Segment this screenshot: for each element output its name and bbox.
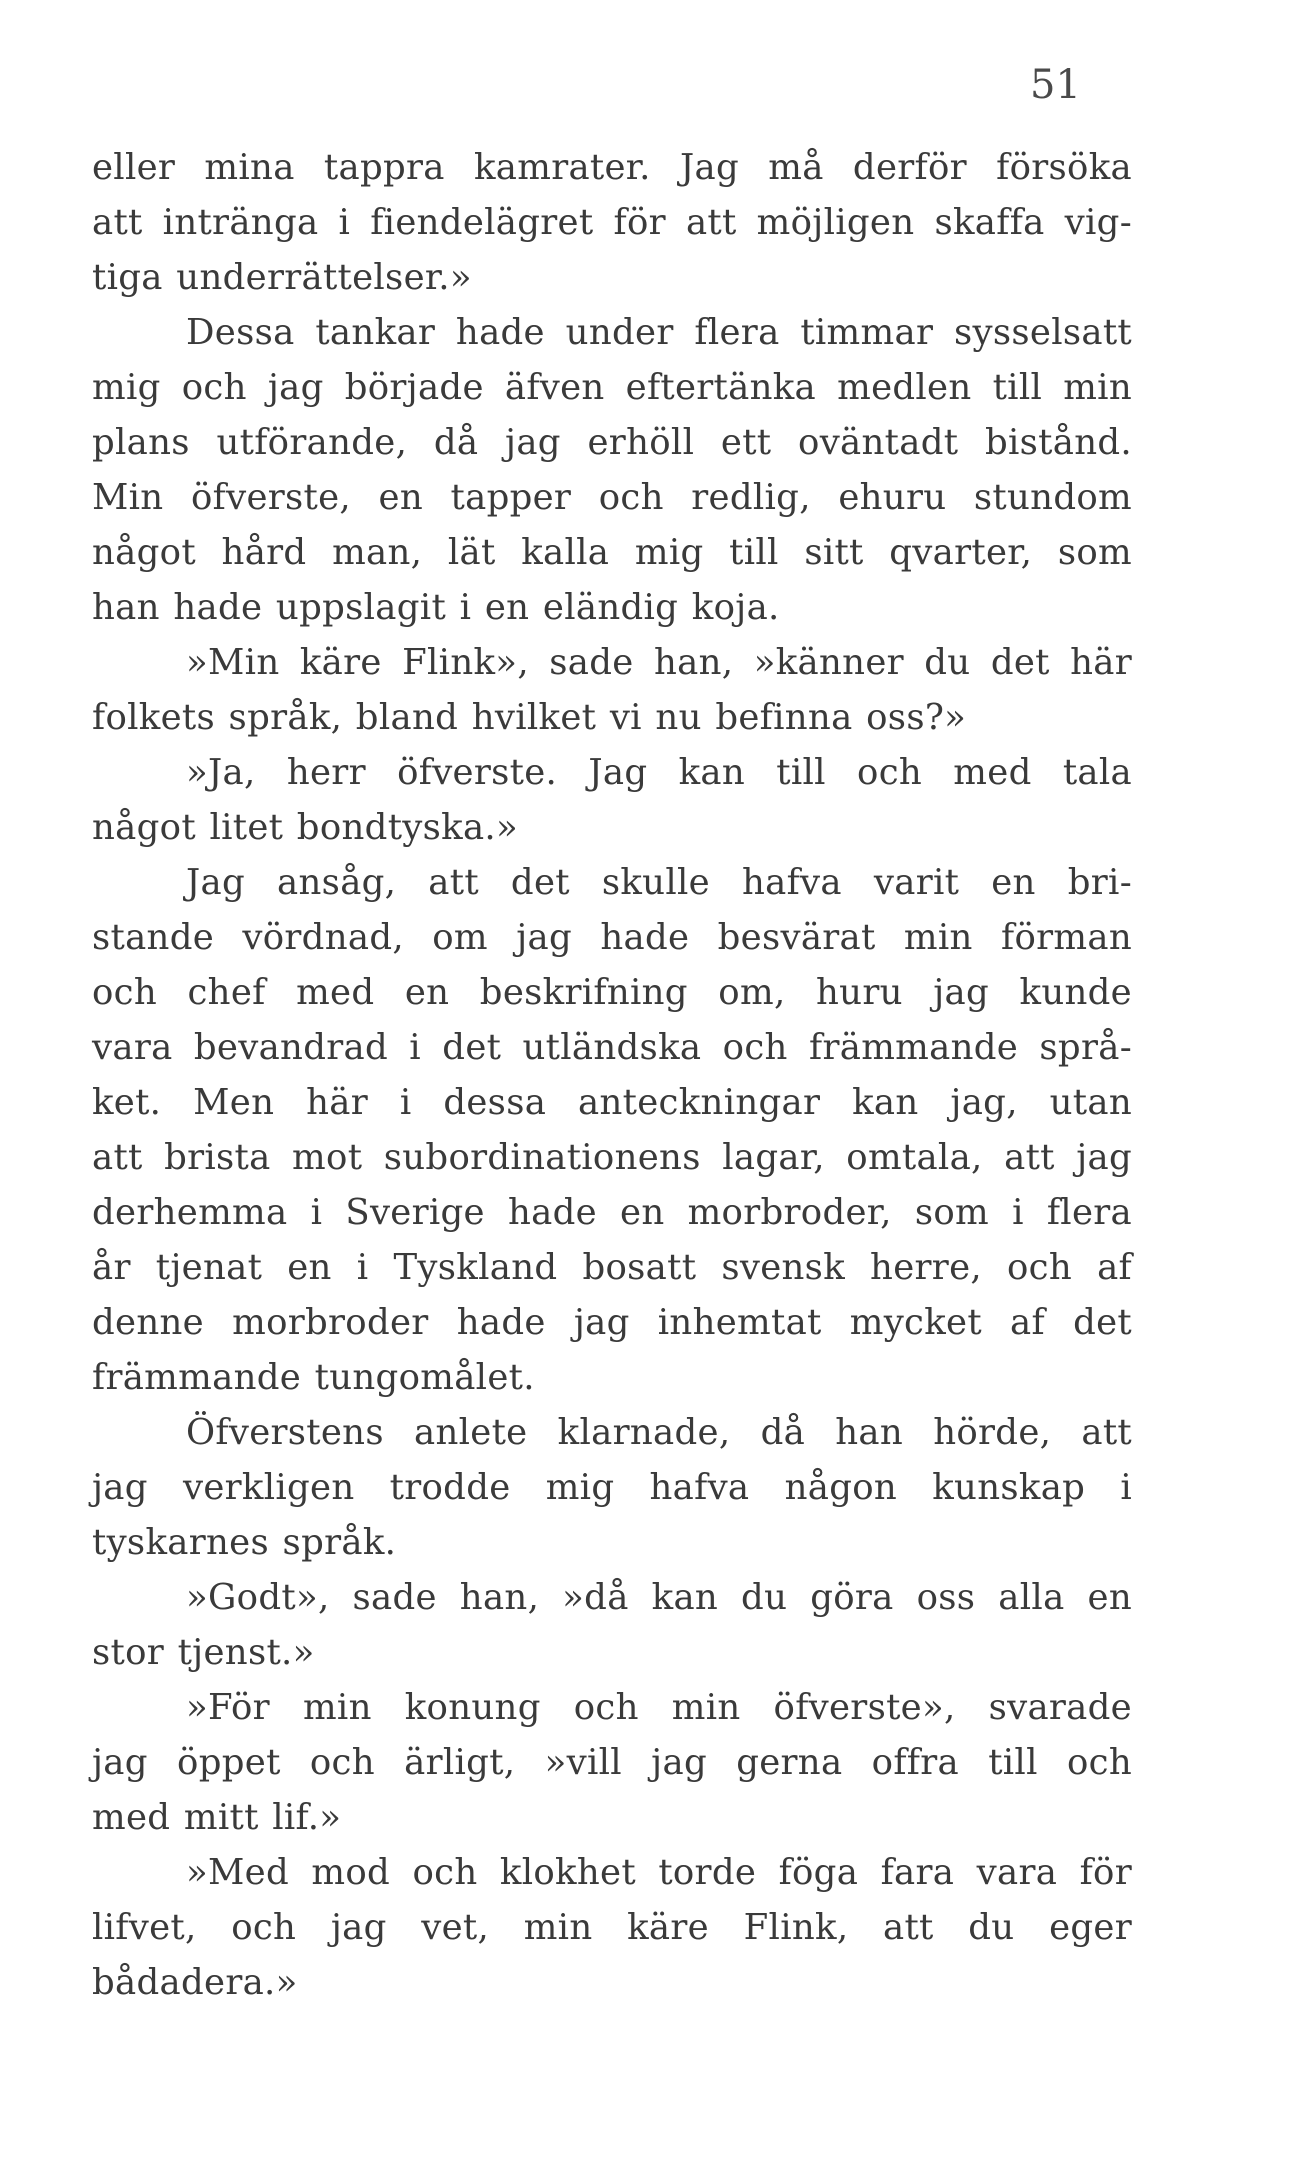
text-line: han hade uppslagit i en eländig koja. [92, 587, 780, 628]
text-line: att intränga i fiendelägret för att möjligen skaffa vig- [92, 202, 1132, 243]
text-line: folkets språk, bland hvilket vi nu befinna oss?» [92, 697, 967, 738]
page-number: 51 [1030, 62, 1081, 108]
text-line: Min öfverste, en tapper och redlig, ehuru stundom [92, 477, 1132, 518]
text-line: »Min käre Flink», sade han, »känner du det här [186, 642, 1132, 683]
text-line: tiga underrättelser.» [92, 257, 472, 298]
text-line: stor tjenst.» [92, 1632, 315, 1673]
text-line: »För min konung och min öfverste», svarade [186, 1687, 1132, 1728]
text-line: tyskarnes språk. [92, 1522, 397, 1563]
text-line: ket. Men här i dessa anteckningar kan jag, utan [92, 1082, 1132, 1123]
text-line: med mitt lif.» [92, 1797, 342, 1838]
text-line: år tjenat en i Tyskland bosatt svensk herre, och af [92, 1247, 1132, 1288]
text-line: vara bevandrad i det utländska och främmande språ- [92, 1027, 1132, 1068]
text-line: jag verkligen trodde mig hafva någon kunskap i [92, 1467, 1132, 1508]
text-line: stande vördnad, om jag hade besvärat min förman [92, 917, 1132, 958]
text-line: Jag ansåg, att det skulle hafva varit en bri- [186, 862, 1132, 903]
text-line: lifvet, och jag vet, min käre Flink, att du eger [92, 1907, 1132, 1948]
text-line: främmande tungomålet. [92, 1357, 535, 1398]
text-line: något hård man, lät kalla mig till sitt qvarter, som [92, 532, 1132, 573]
body-text [92, 140, 1132, 2010]
text-line: Dessa tankar hade under flera timmar sysselsatt [186, 312, 1132, 353]
text-line: »Godt», sade han, »då kan du göra oss alla en [186, 1577, 1132, 1618]
text-line: eller mina tappra kamrater. Jag må derför försöka [92, 147, 1132, 188]
text-line: denne morbroder hade jag inhemtat mycket af det [92, 1302, 1132, 1343]
text-line: plans utförande, då jag erhöll ett oväntadt bistånd. [92, 422, 1132, 463]
text-line: något litet bondtyska.» [92, 807, 519, 848]
text-line: derhemma i Sverige hade en morbroder, som i flera [92, 1192, 1132, 1233]
text-line: »Ja, herr öfverste. Jag kan till och med tala [186, 752, 1132, 793]
text-line: mig och jag började äfven eftertänka medlen till min [92, 367, 1132, 408]
text-line: och chef med en beskrifning om, huru jag kunde [92, 972, 1132, 1013]
text-line: »Med mod och klokhet torde föga fara vara för [186, 1852, 1132, 1893]
text-line: att brista mot subordinationens lagar, omtala, att jag [92, 1137, 1132, 1178]
text-line: Öfverstens anlete klarnade, då han hörde, att [186, 1412, 1132, 1453]
text-line: bådadera.» [92, 1962, 298, 2003]
text-line: jag öppet och ärligt, »vill jag gerna offra till och [92, 1742, 1132, 1783]
